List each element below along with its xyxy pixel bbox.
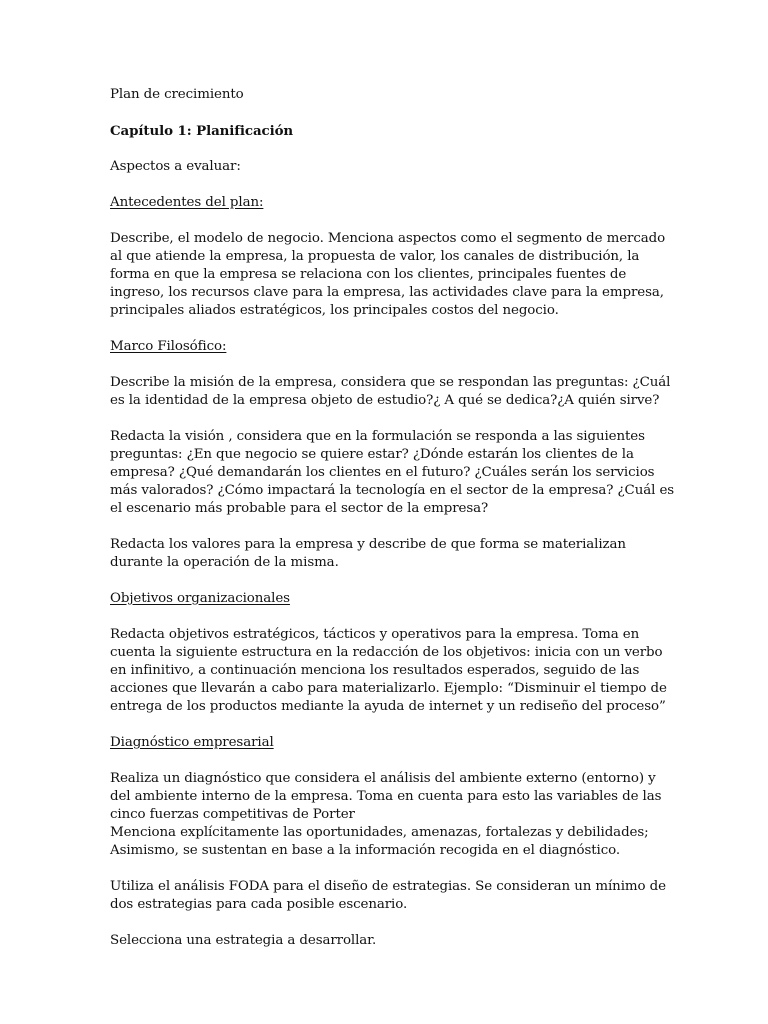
document-title: Plan de crecimiento <box>110 87 244 102</box>
text-line: Redacta la visión , considera que en la formulación se responda a las siguientes <box>110 429 645 444</box>
diagnostico-paragraph <box>110 770 662 860</box>
text-line: Redacta los valores para la empresa y describe de que forma se materializan <box>110 537 626 552</box>
text-line: cuenta la siguiente estructura en la redacción de los objetivos: inicia con un verbo <box>110 645 663 660</box>
text-line: Describe, el modelo de negocio. Menciona aspectos como el segmento de mercado <box>110 231 666 246</box>
foda-paragraph <box>110 878 666 914</box>
mision-paragraph <box>110 374 671 410</box>
text-line: Describe la misión de la empresa, considera que se respondan las preguntas: ¿Cuál <box>110 375 671 390</box>
text-line: del ambiente interno de la empresa. Toma en cuenta para esto las variables de las <box>110 789 662 804</box>
diagnostico-heading: Diagnóstico empresarial <box>110 735 274 750</box>
text-line: el escenario más probable para el sector de la empresa? <box>110 501 489 516</box>
text-line: preguntas: ¿En que negocio se quiere estar? ¿Dónde estarán los clientes de la <box>110 447 634 462</box>
antecedentes-heading: Antecedentes del plan: <box>110 195 264 210</box>
text-line: es la identidad de la empresa objeto de estudio?¿ A qué se dedica?¿A quién sirve? <box>110 393 660 408</box>
intro-text: Aspectos a evaluar: <box>110 159 241 174</box>
text-line: Menciona explícitamente las oportunidades, amenazas, fortalezas y debilidades; <box>110 825 649 840</box>
text-line: Redacta objetivos estratégicos, tácticos y operativos para la empresa. Toma en <box>110 627 640 642</box>
text-line: acciones que llevarán a cabo para materializarlo. Ejemplo: “Disminuir el tiempo de <box>110 681 667 696</box>
objetivos-heading: Objetivos organizacionales <box>110 591 290 606</box>
text-line: principales aliados estratégicos, los principales costos del negocio. <box>110 303 559 318</box>
text-line: al que atiende la empresa, la propuesta de valor, los canales de distribución, la <box>110 249 640 264</box>
valores-paragraph <box>110 536 655 572</box>
text-line: entrega de los productos mediante la ayuda de internet y un rediseño del proceso” <box>110 699 666 714</box>
closing-text: Selecciona una estrategia a desarrollar. <box>110 933 377 948</box>
chapter-heading: Capítulo 1: Planificación <box>110 123 294 139</box>
text-line: Asimismo, se sustentan en base a la información recogida en el diagnóstico. <box>110 843 620 858</box>
text-line: durante la operación de la misma. <box>110 555 339 570</box>
document-page <box>110 86 675 968</box>
vision-paragraph <box>110 428 675 518</box>
text-line: dos estrategias para cada posible escenario. <box>110 897 408 912</box>
text-line: más valorados? ¿Cómo impactará la tecnología en el sector de la empresa? ¿Cuál es <box>110 483 675 498</box>
text-line: en infinitivo, a continuación menciona los resultados esperados, seguido de las <box>110 663 640 678</box>
text-line: cinco fuerzas competitivas de Porter <box>110 807 355 822</box>
text-line: ingreso, los recursos clave para la empresa, las actividades clave para la empresa, <box>110 285 664 300</box>
text-line: Realiza un diagnóstico que considera el análisis del ambiente externo (entorno) y <box>110 771 656 786</box>
text-line: Utiliza el análisis FODA para el diseño de estrategias. Se consideran un mínimo de <box>110 879 666 894</box>
marco-heading: Marco Filosófico: <box>110 339 227 354</box>
text-line: empresa? ¿Qué demandarán los clientes en el futuro? ¿Cuáles serán los servicios <box>110 465 655 480</box>
antecedentes-paragraph <box>110 230 666 320</box>
objetivos-paragraph <box>110 626 667 716</box>
text-line: forma en que la empresa se relaciona con los clientes, principales fuentes de <box>110 267 627 282</box>
